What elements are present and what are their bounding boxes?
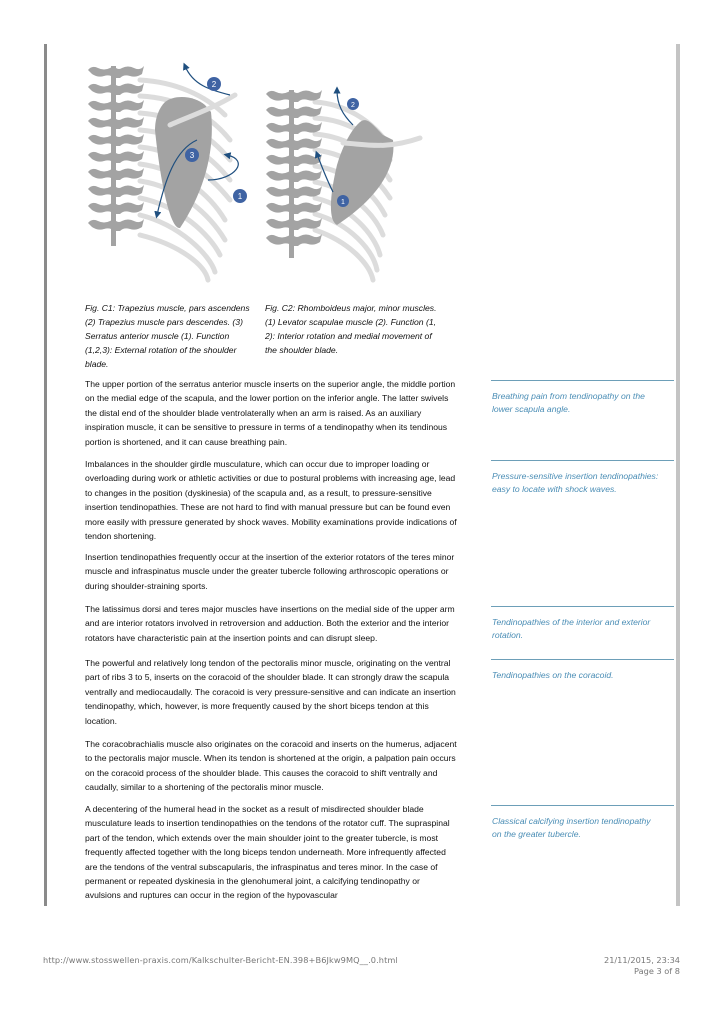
margin-note-coracoid: Tendinopathies on the coracoid. <box>492 670 614 680</box>
footer-meta <box>604 955 680 976</box>
figure-c1-caption: Fig. C1: Trapezius muscle, pars ascendens (2) Trapezius muscle pars descendes. (3) Serratus anterior muscle (1). Function (1,2,3): External rotation of the shoulder blade. <box>85 303 250 369</box>
marker-1 <box>337 195 349 207</box>
page-border-left <box>44 44 47 906</box>
margin-note-rotation: Tendinopathies of the interior and exterior rotation. <box>492 617 651 641</box>
margin-note-rule <box>491 805 674 806</box>
paragraph-pectoralis: The powerful and relatively long tendon of the pectoralis minor muscle, originating on the ventral part of ribs 3 to 5, inserts on the coracoid of the shoulder blade. It can strongly draw the scapula ventrally and mediocaudally. The coracoid is very pressure-sensitive and can indicate an insertion tendinopathy, which, however, is more frequently caused by the short biceps tendon at this location. <box>85 658 456 726</box>
margin-note-breathing-pain: Breathing pain from tendinopathy on the lower scapula angle. <box>492 391 645 415</box>
figure-c1-illustration <box>85 60 270 285</box>
paragraph-coracobrachialis: The coracobrachialis muscle also originates on the coracoid and inserts on the humerus, adjacent to the pectoralis major muscle. When its tendon is shortened at the origin, a palpation pain occurs on the coracoid process of the shoulder blade. This causes the coracoid to shift ventrally and caudally, similar to a shortening of the pectoralis minor muscle. <box>85 739 457 793</box>
marker-1 <box>233 189 247 203</box>
margin-note-pressure-sensitive: Pressure-sensitive insertion tendinopathies: easy to locate with shock waves. <box>492 471 659 495</box>
margin-note-rule <box>491 460 674 461</box>
paragraph-insertion: Insertion tendinopathies frequently occur at the insertion of the exterior rotators of the teres minor muscle and infraspinatus muscle under the greater tubercle following arthroscopic operations or during shoulder-straining sports. <box>85 552 455 591</box>
margin-note-rule <box>491 380 674 381</box>
margin-note-calcifying: Classical calcifying insertion tendinopathy on the greater tubercle. <box>492 816 651 840</box>
svg-text:1: 1 <box>341 199 345 206</box>
figure-c2-illustration <box>265 80 430 285</box>
marker-3 <box>185 148 199 162</box>
svg-text:3: 3 <box>189 151 195 160</box>
svg-text:2: 2 <box>211 80 217 89</box>
paragraph-imbalances: Imbalances in the shoulder girdle musculature, which can occur due to improper loading or overloading during work or athletic activities or due to postural problems with increasing age, lead to changes in the position (dyskinesia) of the scapula and, as a result, to pressure-sensitive insertion tendinopathies. These are not hard to find with manual pressure but can be found even more easily with pressure generated by shock waves. Mobility examinations provide indications of tendon shortening. <box>85 459 457 542</box>
svg-text:2: 2 <box>351 102 355 109</box>
paragraph-decentering: A decentering of the humeral head in the socket as a result of misdirected shoulder blade musculature leads to insertion tendinopathies on the tendons of the rotator cuff. The supraspinal part of the tendon, which extends over the main shoulder joint to the greater tubercle, is most frequently affected together with the long biceps tendon underneath. More infrequently affected are the tendons of the ventral subscapularis, the infraspinatus and teres minor. In the case of permanent or repeated dyskinesia in the glenohumeral joint, a calcifying tendinopathy or avulsions and ruptures can occur in the region of the hypovascular <box>85 804 450 901</box>
marker-2 <box>207 77 221 91</box>
paragraph-latissimus: The latissimus dorsi and teres major muscles have insertions on the medial side of the upper arm and are interior rotators involved in retroversion and adduction. Both the exterior and the interior rotators have characteristic pain at the insertion points and can disrupt sleep. <box>85 604 455 643</box>
margin-note-rule <box>491 606 674 607</box>
figure-c2-caption: Fig. C2: Rhomboideus major, minor muscles. (1) Levator scapulae muscle (2). Function (1, 2): Interior rotation and medial movement of the shoulder blade. <box>265 303 437 355</box>
paragraph-serratus: The upper portion of the serratus anterior muscle inserts on the superior angle, the middle portion on the medial edge of the scapula, and the lower portion on the inferior angle. The latter swivels the distal end of the shoulder blade ventrolaterally when an arm is raised. As an auxiliary inspiration muscle, it can be sensitive to pressure in terms of a tendinopathy when its tendinous portion is shortened, and it can cause breathing pain. <box>85 379 456 447</box>
page-border-right <box>676 44 680 906</box>
footer-url: http://www.stosswellen-praxis.com/Kalkschulter-Bericht-EN.398+B6Jkw9MQ__.0.html <box>43 955 398 965</box>
margin-note-rule <box>491 659 674 660</box>
footer-page-number: Page 3 of 8 <box>634 965 680 976</box>
marker-2 <box>347 98 359 110</box>
footer-datetime: 21/11/2015, 23:34 <box>604 955 680 965</box>
svg-text:1: 1 <box>237 192 243 201</box>
